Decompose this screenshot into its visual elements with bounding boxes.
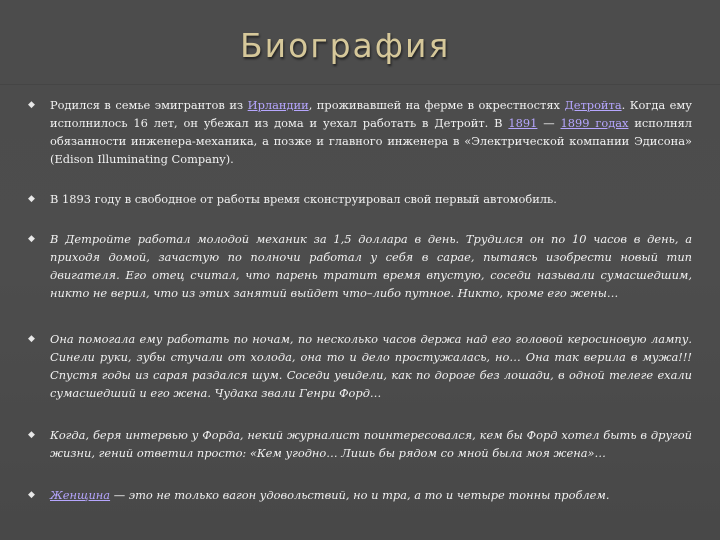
paragraph-text: В Детройте работал молодой механик за 1,5 доллара в день. Трудился он по 10 часов в день, а приходя домой, зачастую по полночи работал у себя в сарае, пытаясь изобрести новый тип двигателя. Его отец считал, что парень тратит время впустую, соседи называли сумасшедшим, никто не верил, что из этих занятий выйдет что–либо путное. Никто, кроме его жены… (50, 232, 692, 300)
list-item (28, 486, 692, 504)
list-item (28, 426, 692, 462)
list-item (28, 190, 692, 208)
paragraph-text: Она помогала ему работать по ночам, по несколько часов держа над его головой керосиновую лампу. Синели руки, зубы стучали от холода, она то и дело простужалась, но… Она так верила в мужа!!! Спустя годы из сарая раздался шум. Соседи увидели, как по дороге без лошади, в одной телеге ехали сумасшедший и его жена. Чудака звали Генри Форд… (50, 332, 692, 400)
bullet-icon: ◆ (28, 194, 35, 204)
bullet-icon: ◆ (28, 334, 35, 344)
paragraph-text: , проживавшей на ферме в окрестностях (308, 98, 565, 112)
list-item (28, 96, 692, 168)
bullet-icon: ◆ (28, 430, 35, 440)
bullet-icon: ◆ (28, 490, 35, 500)
paragraph-text: Когда, беря интервью у Форда, некий журналист поинтересовался, кем бы Форд хотел быть в другой жизни, гений ответил просто: «Кем угодно… Лишь бы рядом со мной была моя жена»… (50, 428, 692, 460)
paragraph-text: Родился в семье эмигрантов из (50, 98, 248, 112)
bullet-icon: ◆ (28, 100, 35, 110)
paragraph-text: . Когда ему исполнилось 16 лет, он убежал из дома и уехал работать в Детройт. В (50, 98, 692, 130)
link-woman[interactable]: Женщина (50, 488, 111, 502)
title-divider (0, 84, 720, 85)
list-item (28, 330, 692, 402)
paragraph-text: — это не только вагон удовольствий, но и тра, а то и четыре тонны проблем. (110, 488, 610, 502)
link-1899[interactable]: 1899 годах (560, 116, 629, 130)
bullet-list (28, 96, 692, 504)
link-detroit[interactable]: Детройта (564, 98, 622, 112)
paragraph-text: исполнял обязанности инженера-механика, а позже и главного инженера в «Электрической компании Эдисона» (Edison Illuminating Company). (50, 116, 692, 166)
slide-title: Биография (240, 26, 451, 65)
link-1891[interactable]: 1891 (508, 116, 538, 130)
paragraph-text: — (537, 116, 561, 130)
paragraph-text: В 1893 году в свободное от работы время сконструировал свой первый автомобиль. (50, 192, 557, 206)
bullet-icon: ◆ (28, 234, 35, 244)
link-ireland[interactable]: Ирландии (247, 98, 309, 112)
list-item (28, 230, 692, 302)
